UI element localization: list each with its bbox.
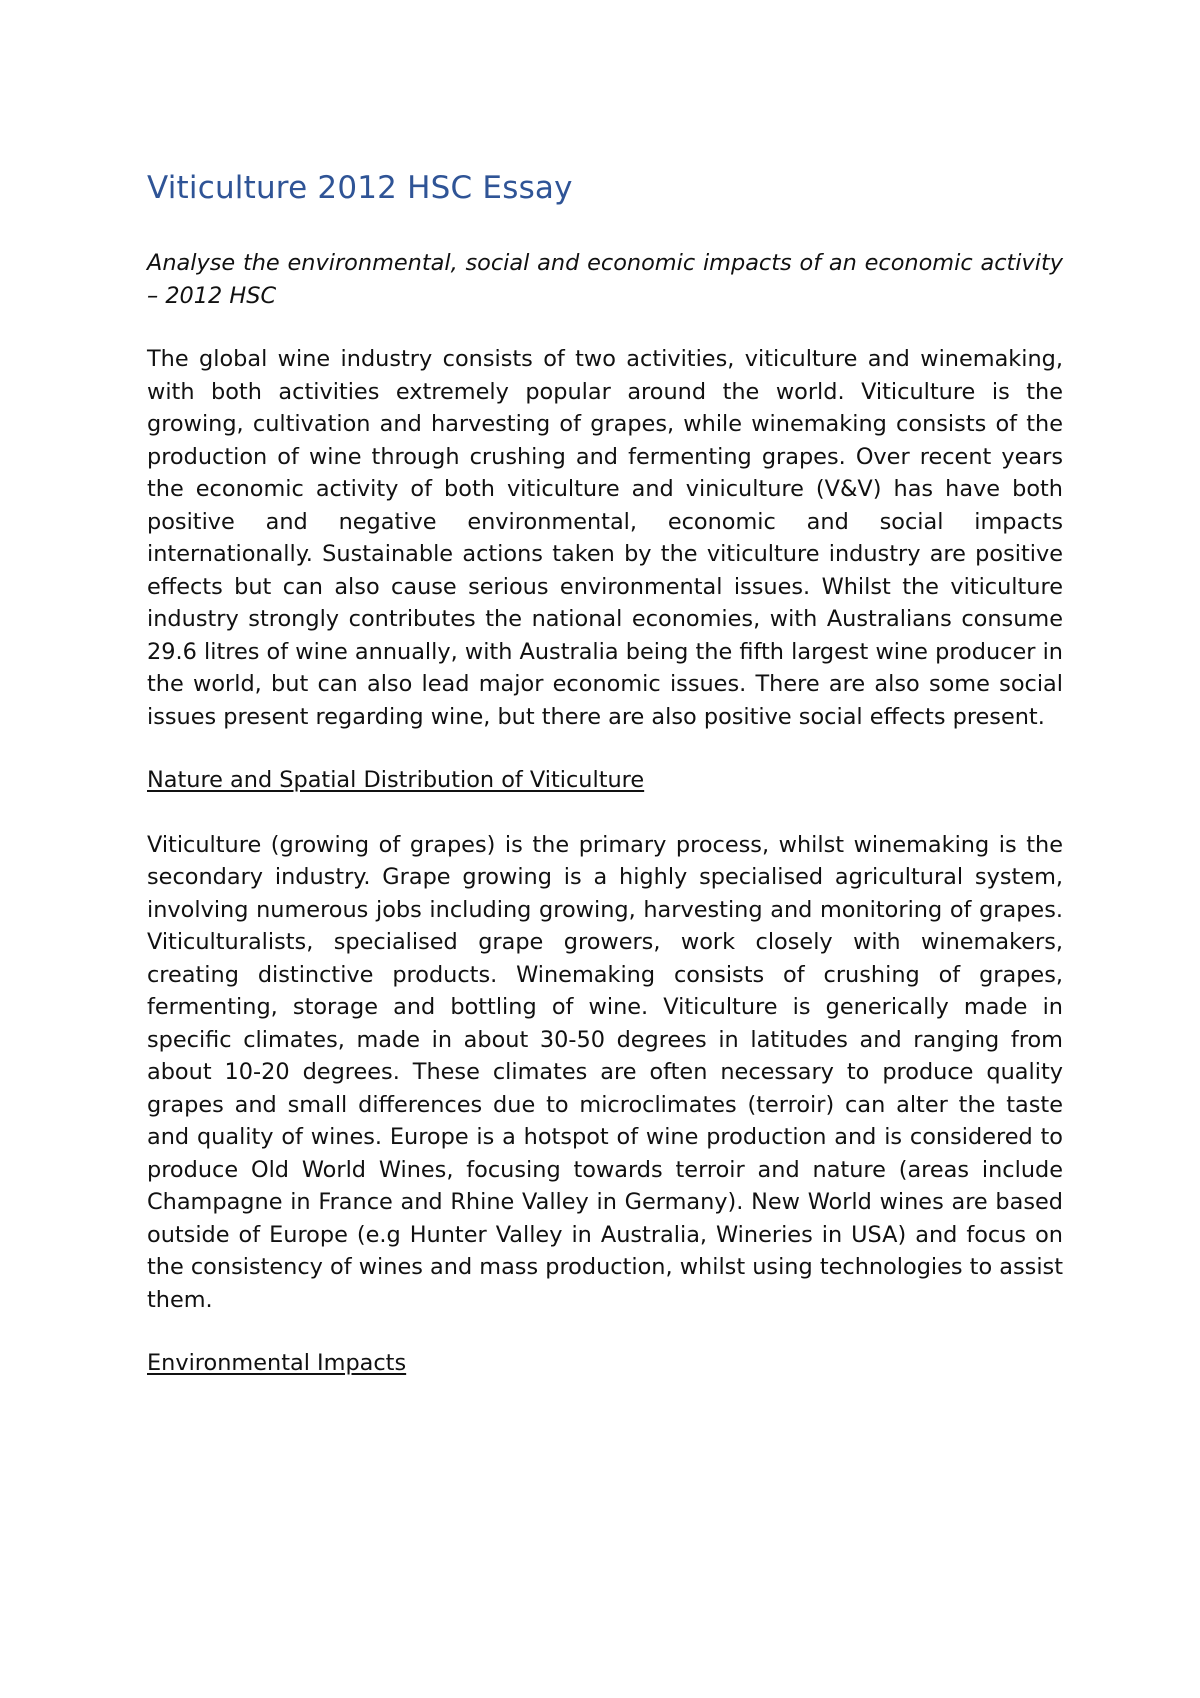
intro-paragraph: The global wine industry consists of two activities, viticulture and winemaking, with both activities extremely popular around the world. Viticulture is the growing, cultivation and harvesting of grapes, while winemaking consists of the production of wine through crushing and fermenting grapes. Over recent years the economic activity of both viticulture and viniculture (V&V) has have both positive and negative environmental, economic and social impacts internationally. Sustainable actions taken by the viticulture industry are positive effects but can also cause serious environmental issues. Whilst the viticulture industry strongly contributes the national economies, with Australians consume 29.6 litres of wine annually, with Australia being the fifth largest wine producer in the world, but can also lead major economic issues. There are also some social issues present regarding wine, but there are also positive social effects present. (147, 346, 1063, 730)
document-title: Viticulture 2012 HSC Essay (147, 170, 573, 206)
section-heading-nature-distribution: Nature and Spatial Distribution of Viticulture (147, 767, 645, 793)
section-heading-environmental-impacts: Environmental Impacts (147, 1350, 407, 1376)
section-paragraph-nature-distribution: Viticulture (growing of grapes) is the primary process, whilst winemaking is the secondary industry. Grape growing is a highly specialised agricultural system, involving numerous jobs including growing, harvesting and monitoring of grapes. Viticulturalists, specialised grape growers, work closely with winemakers, creating distinctive products. Winemaking consists of crushing of grapes, fermenting, storage and bottling of wine. Viticulture is generically made in specific climates, made in about 30-50 degrees in latitudes and ranging from about 10-20 degrees. These climates are often necessary to produce quality grapes and small differences due to microclimates (terroir) can alter the taste and quality of wines. Europe is a hotspot of wine production and is considered to produce Old World Wines, focusing towards terroir and nature (areas include Champagne in France and Rhine Valley in Germany). New World wines are based outside of Europe (e.g Hunter Valley in Australia, Wineries in USA) and focus on the consistency of wines and mass production, whilst using technologies to assist them. (147, 831, 1063, 1313)
document-body (147, 168, 1063, 1380)
essay-question: Analyse the environmental, social and economic impacts of an economic activity – 2012 HSC (147, 250, 1063, 309)
